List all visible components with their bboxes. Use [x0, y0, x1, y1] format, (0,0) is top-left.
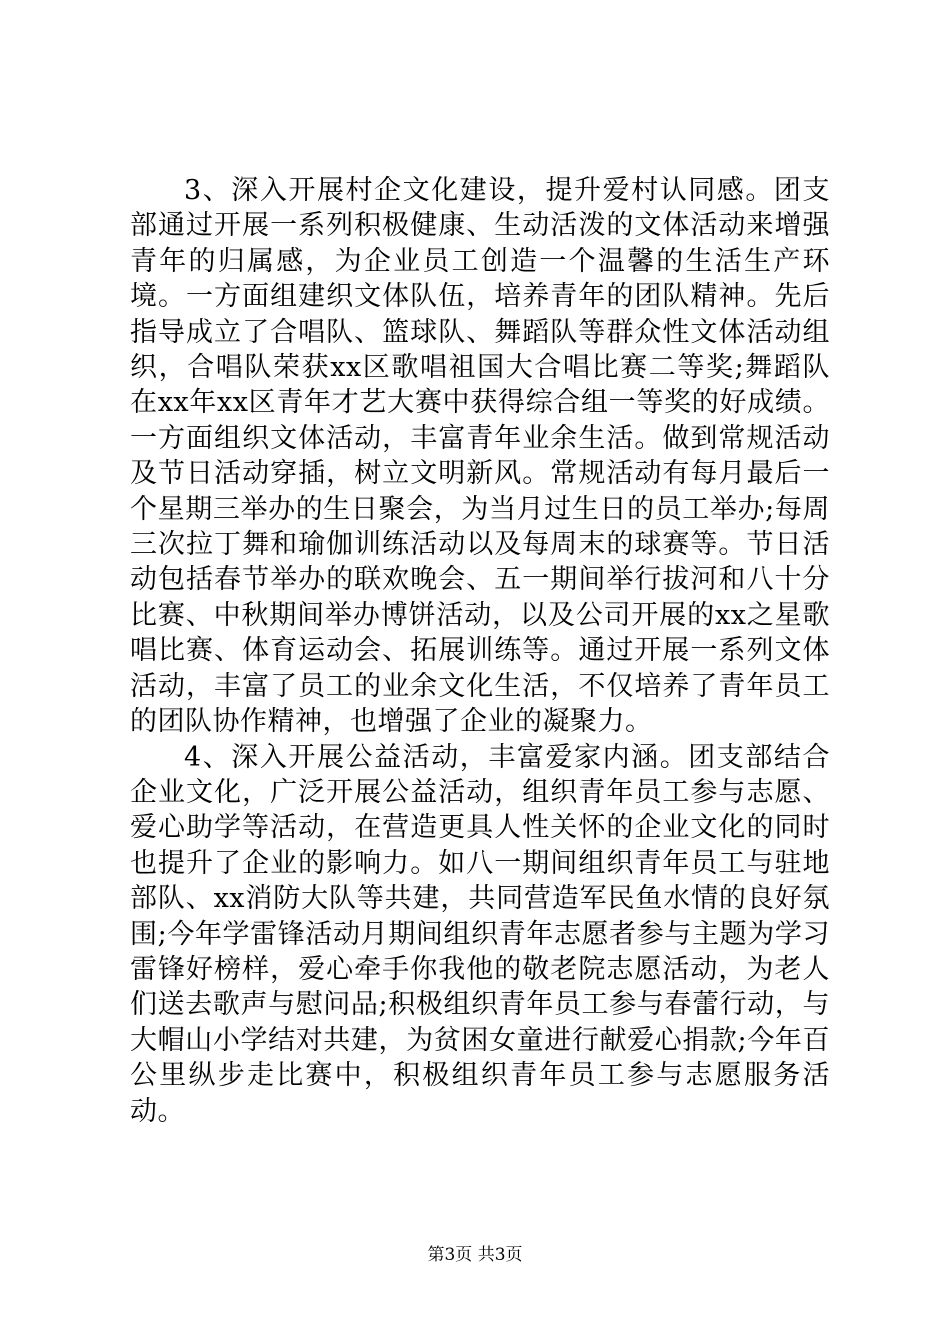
- page-footer: 第3页 共3页: [427, 1245, 523, 1265]
- paragraph-4-public-welfare: 4、深入开展公益活动，丰富爱家内涵。团支部结合企业文化，广泛开展公益活动，组织青年员工参与志愿、爱心助学等活动，在营造更具人性关怀的企业文化的同时也提升了企业的影响力。如八一期间组织青年员工与驻地部队、xx消防大队等共建，共同营造军民鱼水情的良好氛围;今年学雷锋活动月期间组织青年志愿者参与主题为学习雷锋好榜样，爱心牵手你我他的敬老院志愿活动，为老人们送去歌声与慰问品;积极组织青年员工参与春蕾行动，与大帽山小学结对共建，为贫困女童进行献爱心捐款;今年百公里纵步走比赛中，积极组织青年员工参与志愿服务活动。: [130, 741, 830, 1127]
- document-body: [130, 173, 830, 1129]
- paragraph-3-cultural-activities: 3、深入开展村企文化建设，提升爱村认同感。团支部通过开展一系列积极健康、生动活泼的文体活动来增强青年的归属感，为企业员工创造一个温馨的生活生产环境。一方面组建织文体队伍，培养青年的团队精神。先后指导成立了合唱队、篮球队、舞蹈队等群众性文体活动组织，合唱队荣获xx区歌唱祖国大合唱比赛二等奖;舞蹈队在xx年xx区青年才艺大赛中获得综合组一等奖的好成绩。一方面组织文体活动，丰富青年业余生活。做到常规活动及节日活动穿插，树立文明新风。常规活动有每月最后一个星期三举办的生日聚会，为当月过生日的员工举办;每周三次拉丁舞和瑜伽训练活动以及每周末的球赛等。节日活动包括春节举办的联欢晚会、五一期间举行拔河和八十分比赛、中秋期间举办博饼活动，以及公司开展的xx之星歌唱比赛、体育运动会、拓展训练等。通过开展一系列文体活动，丰富了员工的业余文化生活，不仅培养了青年员工的团队协作精神，也增强了企业的凝聚力。: [130, 175, 830, 738]
